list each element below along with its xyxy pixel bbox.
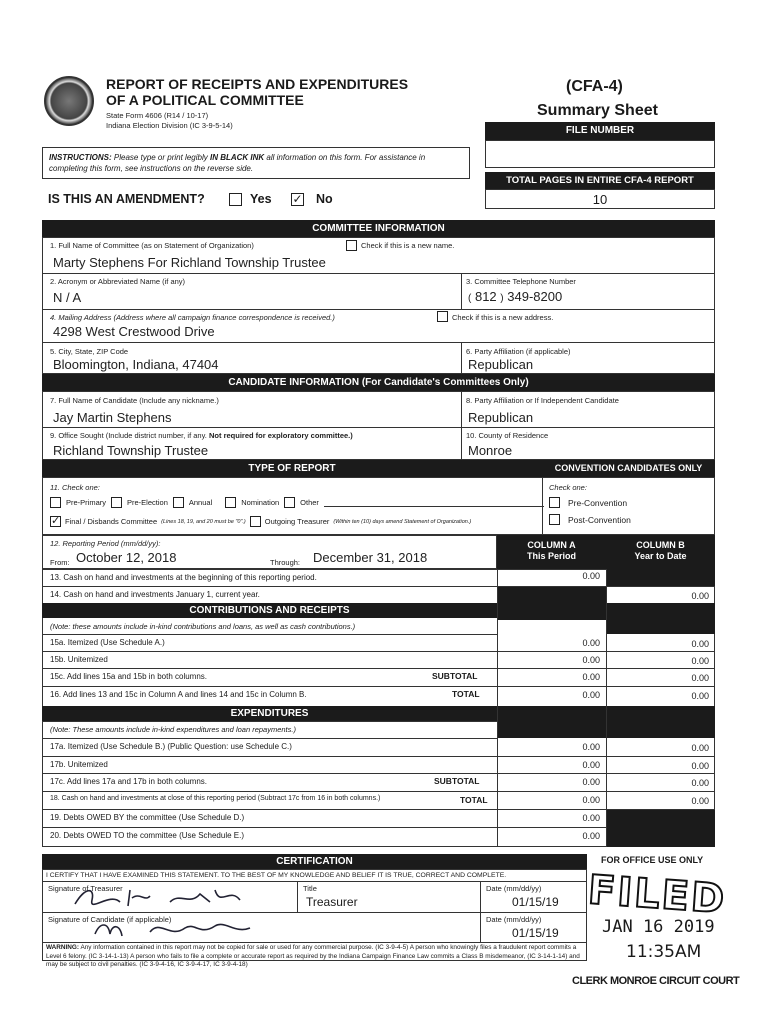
column-b-title: COLUMN B — [636, 540, 685, 550]
line-17a-a[interactable]: 0.00 — [582, 742, 600, 752]
final-note: (Lines 18, 19, and 20 must be "0".) — [161, 518, 246, 525]
stamp-clerk: CLERK MONROE CIRCUIT COURT — [572, 975, 740, 987]
state-seal — [44, 76, 94, 126]
file-number-label: FILE NUMBER — [485, 122, 715, 140]
office-sought[interactable]: Richland Township Trustee — [53, 443, 209, 458]
f1-check-label: Check if this is a new name. — [361, 241, 455, 250]
from-label: From: — [50, 558, 70, 567]
new-address-checkbox[interactable] — [437, 311, 448, 322]
title-value[interactable]: Treasurer — [306, 895, 358, 909]
f1-label: 1. Full Name of Committee (as on Statement of Organization) — [50, 241, 254, 250]
outgoing-label: Outgoing Treasurer — [264, 517, 330, 526]
county[interactable]: Monroe — [468, 443, 513, 458]
line-15a: 15a. Itemized (Use Schedule A.) — [50, 638, 165, 647]
f10-label: 10. County of Residence — [466, 431, 549, 440]
pre-convention-checkbox[interactable] — [549, 497, 560, 508]
stamp-time: 11:35AM — [626, 942, 702, 962]
warning-lead: WARNING: — [46, 944, 80, 951]
column-a-title: COLUMN A — [527, 540, 576, 550]
line-20: 20. Debts OWED TO the committee (Use Schedule E.) — [50, 831, 244, 840]
col-b-dark-contrib — [606, 603, 715, 634]
pre-primary-label: Pre-Primary — [66, 498, 107, 507]
line-17b: 17b. Unitemized — [50, 760, 108, 769]
line-18-a[interactable]: 0.00 — [582, 795, 600, 805]
division: Indiana Election Division (IC 3-9-5-14) — [106, 121, 233, 130]
line-15a-a[interactable]: 0.00 — [582, 638, 600, 648]
summary-sheet: Summary Sheet — [537, 102, 658, 119]
column-b-subtitle: Year to Date — [634, 551, 687, 561]
line-19: 19. Debts OWED BY the committee (Use Schedule D.) — [50, 813, 245, 822]
line-15b: 15b. Unitemized — [50, 655, 108, 664]
warning-text — [46, 944, 584, 970]
final-checkbox[interactable] — [50, 516, 61, 527]
outgoing-note: (Within ten (10) days amend Statement of Organization.) — [333, 518, 472, 525]
f3-label: 3. Committee Telephone Number — [466, 277, 576, 286]
line-15b-a[interactable]: 0.00 — [582, 655, 600, 665]
office-use-label: FOR OFFICE USE ONLY — [601, 855, 704, 865]
report-title-2: OF A POLITICAL COMMITTEE — [106, 92, 304, 108]
pre-primary-checkbox[interactable] — [50, 497, 61, 508]
date-label-2: Date (mm/dd/yy) — [486, 915, 542, 924]
post-convention-label: Post-Convention — [568, 515, 631, 525]
annual-checkbox[interactable] — [173, 497, 184, 508]
cfa-label: (CFA-4) — [566, 78, 623, 95]
other-checkbox[interactable] — [284, 497, 295, 508]
sig-treasurer-label: Signature of Treasurer — [48, 884, 123, 893]
subtotal-15c: SUBTOTAL — [432, 671, 478, 681]
subtotal-17c: SUBTOTAL — [434, 776, 480, 786]
mailing-address[interactable]: 4298 West Crestwood Drive — [53, 324, 215, 339]
phone-area: 812 — [474, 289, 497, 304]
f8-label: 8. Party Affiliation or If Independent Candidate — [466, 396, 619, 405]
candidate-header: CANDIDATE INFORMATION (For Candidate's Committees Only) — [42, 374, 715, 391]
line-14-b[interactable]: 0.00 — [691, 591, 709, 601]
period-through[interactable]: December 31, 2018 — [313, 550, 428, 565]
sig-candidate-label: Signature of Candidate (if applicable) — [48, 915, 172, 924]
acronym[interactable]: N / A — [53, 290, 82, 305]
date-2[interactable]: 01/15/19 — [512, 926, 559, 940]
f4-label: 4. Mailing Address (Address where all campaign finance correspondence is received.) — [50, 313, 335, 322]
title-label: Title — [303, 884, 317, 893]
exp-note: (Note: These amounts include in-kind expenditures and loan repayments.) — [50, 725, 296, 734]
line-17b-a[interactable]: 0.00 — [582, 760, 600, 770]
file-number-field[interactable] — [485, 140, 715, 168]
cert-statement: I CERTIFY THAT I HAVE EXAMINED THIS STATEMENT. TO THE BEST OF MY KNOWLEDGE AND BELIEF IT IS TRUE, CORRECT AND COMPLETE. — [46, 872, 507, 879]
line-15c-b[interactable]: 0.00 — [691, 673, 709, 683]
report-title-1: REPORT OF RECEIPTS AND EXPENDITURES — [106, 76, 409, 92]
pre-election-label: Pre-Election — [127, 498, 168, 507]
instructions-bold: IN BLACK INK — [209, 153, 265, 162]
period-label: 12. Reporting Period (mm/dd/yy): — [50, 539, 161, 548]
instructions-lead: INSTRUCTIONS: — [49, 153, 112, 162]
f6-label: 6. Party Affiliation (if applicable) — [466, 347, 571, 356]
nomination-checkbox[interactable] — [225, 497, 236, 508]
f2-label: 2. Acronym or Abbreviated Name (if any) — [50, 277, 186, 286]
city-state-zip[interactable]: Bloomington, Indiana, 47404 — [53, 357, 219, 372]
checkmark-icon: ✓ — [51, 515, 61, 527]
line-14: 14. Cash on hand and investments January 1, current year. — [50, 590, 260, 599]
instructions-box — [42, 147, 470, 179]
contrib-note: (Note: these amounts include in-kind contributions and loans, as well as cash contributions.) — [50, 622, 356, 631]
col-b-dark-19-20 — [606, 809, 715, 847]
total-18: TOTAL — [460, 795, 488, 805]
convention-header: CONVENTION CANDIDATES ONLY — [542, 460, 715, 477]
outgoing-checkbox[interactable] — [250, 516, 261, 527]
f5-label: 5. City, State, ZIP Code — [50, 347, 129, 356]
date-label-1: Date (mm/dd/yy) — [486, 884, 542, 893]
pre-convention-label: Pre-Convention — [568, 498, 628, 508]
other-line[interactable] — [324, 499, 544, 507]
line-15c-a[interactable]: 0.00 — [582, 672, 600, 682]
line-13: 13. Cash on hand and investments at the beginning of this reporting period. — [50, 573, 317, 582]
conv-check-one: Check one: — [549, 483, 587, 492]
line-17c-a[interactable]: 0.00 — [582, 777, 600, 787]
candidate-party[interactable]: Republican — [468, 410, 534, 425]
committee-header: COMMITTEE INFORMATION — [42, 220, 715, 237]
total-pages-label: TOTAL PAGES IN ENTIRE CFA-4 REPORT — [485, 172, 715, 189]
candidate-signature[interactable] — [90, 914, 280, 942]
total-pages-field[interactable] — [485, 189, 715, 209]
stamp-date: JAN 16 2019 — [602, 917, 715, 937]
warning-body: Any information contained in this report may not be copied for sale or used for any commercial purpose. (IC 3-9-4-5) A person who knowingly files a fraudulent report commits a Level 6 felony. (IC 3-14-1-13) A person who fails to file a complete or accurate report as required by the Indiana Campaign Finance Law commits a Class B misdemeanor, (IC 3-14-1-14) and may be subject to civil penalties. (IC 3-9-4-16, IC 3-9-4-17, IC 3-9-4-18) — [46, 944, 580, 968]
phone-number: 349-8200 — [507, 289, 563, 304]
line-17c-b[interactable]: 0.00 — [691, 778, 709, 788]
contrib-header: CONTRIBUTIONS AND RECEIPTS — [42, 603, 497, 618]
other-label: Other — [300, 498, 319, 507]
report-type-header: TYPE OF REPORT — [42, 460, 542, 477]
line-15c: 15c. Add lines 15a and 15b in both columns. — [50, 672, 207, 681]
pre-election-checkbox[interactable] — [111, 497, 122, 508]
f9-label — [50, 431, 353, 440]
line-20-a[interactable]: 0.00 — [582, 831, 600, 841]
nomination-label: Nomination — [241, 498, 280, 507]
final-options — [50, 516, 471, 527]
line-15b-b[interactable]: 0.00 — [691, 656, 709, 666]
amendment-question: IS THIS AN AMENDMENT? — [48, 192, 205, 206]
report-options — [50, 497, 544, 508]
total-pages-value: 10 — [592, 192, 608, 207]
exp-header: EXPENDITURES — [42, 706, 497, 721]
line-19-a[interactable]: 0.00 — [582, 813, 600, 823]
total-16: TOTAL — [452, 689, 480, 699]
f4-check-label: Check if this is a new address. — [452, 313, 554, 322]
line-17c: 17c. Add lines 17a and 17b in both columns. — [50, 777, 207, 786]
filed-stamp: FILED — [586, 867, 728, 923]
line-17b-b[interactable]: 0.00 — [691, 761, 709, 771]
line-17a: 17a. Itemized (Use Schedule B.) (Public Question: use Schedule C.) — [50, 742, 292, 751]
f9-label-text: 9. Office Sought (Include district number, if any. — [50, 431, 207, 440]
line-18-b[interactable]: 0.00 — [691, 796, 709, 806]
line-17a-b[interactable]: 0.00 — [691, 743, 709, 753]
amendment-yes-checkbox[interactable] — [229, 193, 242, 206]
committee-name[interactable]: Marty Stephens For Richland Township Trustee — [53, 255, 326, 270]
party-affiliation[interactable]: Republican — [468, 357, 534, 372]
line-16: 16. Add lines 13 and 15c in Column A and lines 14 and 15c in Column B. — [50, 690, 307, 699]
treasurer-signature[interactable] — [70, 882, 270, 912]
column-a-subtitle: This Period — [526, 551, 576, 561]
line-13-a[interactable]: 0.00 — [582, 571, 600, 581]
line-16-b[interactable]: 0.00 — [691, 691, 709, 701]
line-16-a[interactable]: 0.00 — [582, 690, 600, 700]
date-1[interactable]: 01/15/19 — [512, 895, 559, 909]
amendment-yes-label: Yes — [250, 192, 272, 206]
line-18: 18. Cash on hand and investments at close of this reporting period (Subtract 17c from 16 in both columns.) — [50, 795, 381, 802]
checkmark-icon: ✓ — [292, 192, 303, 206]
through-label: Through: — [270, 558, 301, 567]
instructions-text1: Please type or print legibly — [113, 153, 208, 162]
f9-label-bold: Not required for exploratory committee.) — [208, 431, 353, 440]
instructions-text2: all information on this form. For assistance in completing this form, see instructions on the reverse side. — [49, 153, 426, 173]
candidate-name[interactable]: Jay Martin Stephens — [53, 410, 172, 425]
phone-field[interactable]: ( 812 ) 349-8200 — [468, 289, 563, 304]
period-from[interactable]: October 12, 2018 — [76, 550, 177, 565]
column-a-header — [497, 535, 606, 569]
line-15a-b[interactable]: 0.00 — [691, 639, 709, 649]
amendment-no-checkbox[interactable] — [291, 193, 304, 206]
cert-header: CERTIFICATION — [42, 854, 587, 869]
post-convention-checkbox[interactable] — [549, 514, 560, 525]
new-name-checkbox[interactable] — [346, 240, 357, 251]
column-b-header — [606, 535, 715, 569]
final-label: Final / Disbands Committee — [65, 517, 158, 526]
col-a-dark-14 — [497, 586, 606, 620]
col-b-dark-13 — [606, 569, 715, 586]
amendment-no-label: No — [316, 192, 333, 206]
form-number: State Form 4606 (R14 / 10-17) — [106, 111, 209, 120]
f7-label: 7. Full Name of Candidate (Include any nickname.) — [50, 396, 219, 405]
check-one-label: 11. Check one: — [50, 483, 100, 492]
annual-label: Annual — [188, 498, 213, 507]
